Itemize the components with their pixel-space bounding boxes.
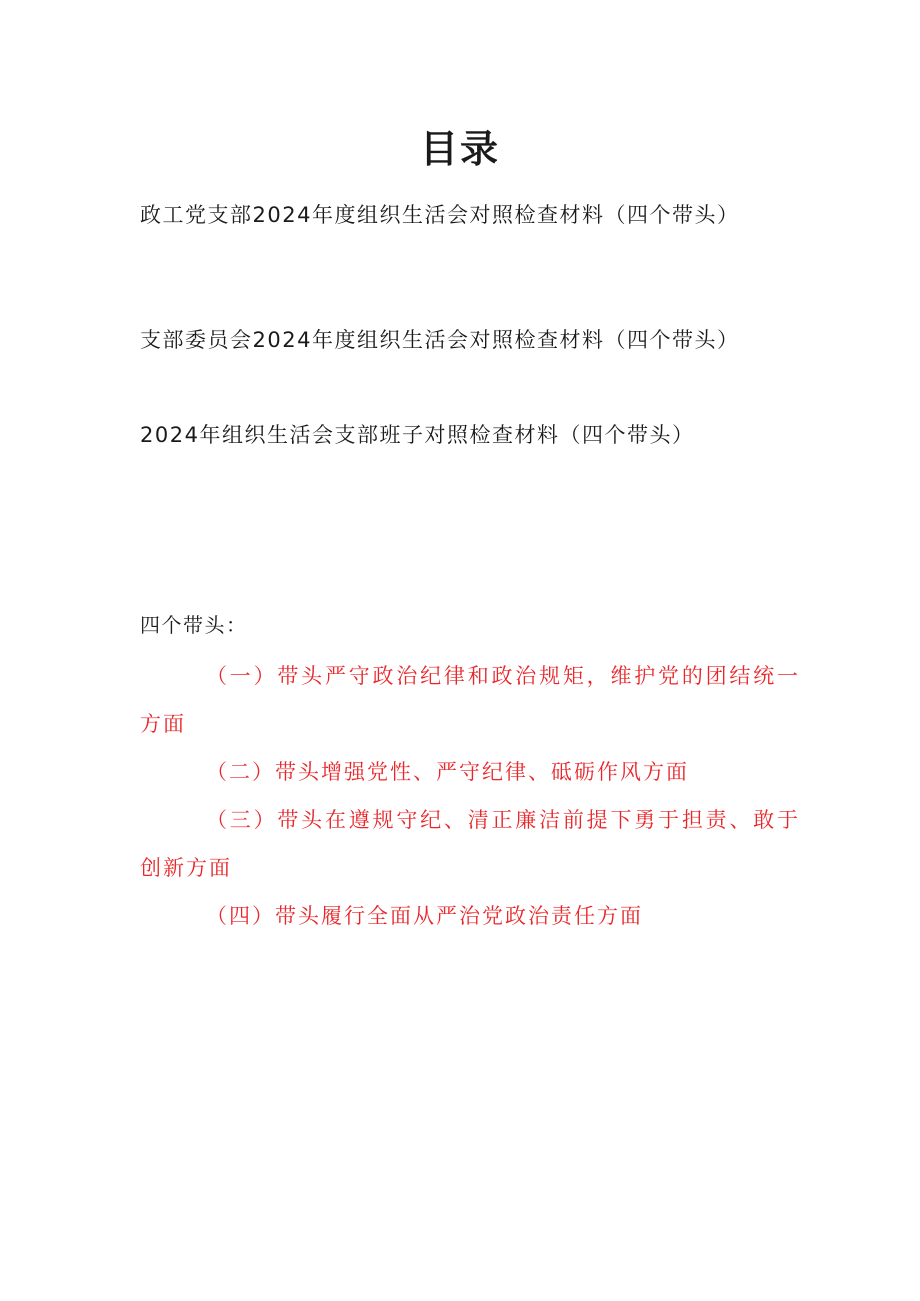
point-item-4: （四）带头履行全面从严治党政治责任方面 [206,904,643,928]
point-item-1: （一）带头严守政治纪律和政治规矩，维护党的团结统一方面 [140,664,800,736]
toc-entry-2: 支部委员会2024年度组织生活会对照检查材料（四个带头） [140,328,740,352]
four-points-list [140,652,800,940]
point-item-3: （三）带头在遵规守纪、清正廉洁前提下勇于担责、敢于创新方面 [140,808,800,880]
section-label: 四个带头： [140,613,248,637]
page-title: 目录 [419,127,500,171]
toc-entry-3: 2024年组织生活会支部班子对照检查材料（四个带头） [140,423,695,447]
toc-entry-1: 政工党支部2024年度组织生活会对照检查材料（四个带头） [140,203,740,227]
point-item-2: （二）带头增强党性、严守纪律、砥砺作风方面 [206,760,689,784]
